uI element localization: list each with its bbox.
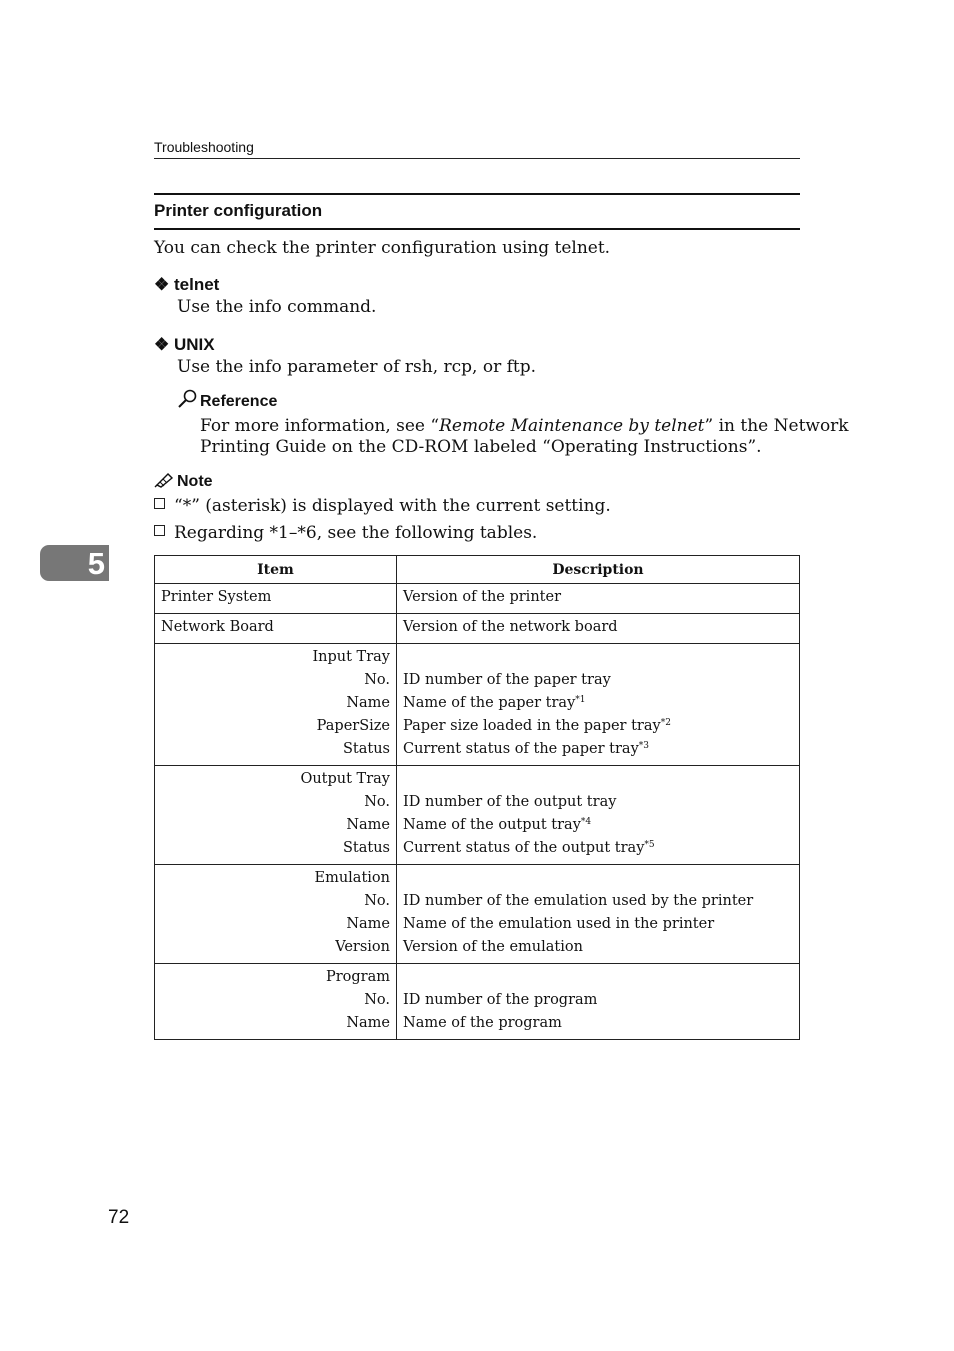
table-group-row xyxy=(155,865,800,964)
footnote-ref: *3 xyxy=(638,741,650,751)
unix-text: Use the info parameter of rsh, rcp, or ftp. xyxy=(177,357,537,377)
note-item xyxy=(154,523,537,544)
description-text: Name of the output tray xyxy=(403,817,581,833)
sub-item: No. xyxy=(364,672,390,688)
table-group-row xyxy=(155,766,800,865)
sub-description xyxy=(403,669,793,692)
note-title: Note xyxy=(177,473,213,490)
sub-description: ID number of the emulation used by the printer xyxy=(403,893,754,909)
note-item-text: Regarding *1–*6, see the following tables. xyxy=(174,523,538,543)
group-title: Output Tray xyxy=(300,771,390,787)
telnet-text: Use the info command. xyxy=(177,297,377,317)
item-cell: Network Board xyxy=(155,614,397,644)
group-title: Emulation xyxy=(314,870,390,886)
checkbox-icon xyxy=(154,498,165,509)
table-header-row xyxy=(155,556,800,584)
sub-item: Name xyxy=(346,817,390,833)
section-intro: You can check the printer configuration using telnet. xyxy=(154,238,611,258)
sub-description: Name of the program xyxy=(403,1015,562,1031)
sub-description: Version of the emulation xyxy=(403,939,583,955)
footnote-ref: *5 xyxy=(644,840,655,850)
table-group-row xyxy=(155,644,800,766)
running-header: Troubleshooting xyxy=(154,139,254,155)
note-item xyxy=(154,496,611,517)
sub-item: No. xyxy=(364,893,390,909)
chapter-number: 5 xyxy=(87,546,105,581)
unix-heading xyxy=(154,335,215,355)
group-item-cell xyxy=(155,644,397,766)
item-cell: Printer System xyxy=(155,584,397,614)
reference-link-title: Remote Maintenance by telnet xyxy=(439,416,705,436)
group-description-cell xyxy=(397,865,800,964)
group-item-cell xyxy=(155,766,397,865)
group-description-cell xyxy=(397,766,800,865)
sub-item: Name xyxy=(346,1015,390,1031)
diamond-bullet-icon: ❖ xyxy=(154,275,170,294)
telnet-heading-label: telnet xyxy=(173,275,220,294)
sub-description xyxy=(403,715,793,738)
sub-description xyxy=(403,837,793,860)
sub-description: ID number of the program xyxy=(403,992,598,1008)
description-text: ID number of the output tray xyxy=(403,794,617,810)
group-description-cell xyxy=(397,964,800,1040)
group-item-cell xyxy=(155,964,397,1040)
footnote-ref: *2 xyxy=(660,718,671,728)
section-rule-top xyxy=(154,193,800,195)
group-item-cell xyxy=(155,865,397,964)
table-row xyxy=(155,614,800,644)
column-header-description: Description xyxy=(397,556,800,584)
description-text: Name of the paper tray xyxy=(403,695,576,711)
checkbox-icon xyxy=(154,525,165,536)
column-header-item: Item xyxy=(155,556,397,584)
description-text: Current status of the output tray xyxy=(403,840,645,856)
header-rule xyxy=(154,158,800,159)
chapter-tab xyxy=(40,545,109,581)
description-text: Paper size loaded in the paper tray xyxy=(403,718,661,734)
footnote-ref: *1 xyxy=(575,695,586,705)
sub-description xyxy=(403,692,793,715)
reference-icon xyxy=(177,389,199,413)
group-title: Program xyxy=(325,969,390,985)
reference-pre: For more information, see “ xyxy=(200,416,440,436)
section-rule-bottom xyxy=(154,228,800,230)
note-item-text: “*” (asterisk) is displayed with the current setting. xyxy=(174,496,611,516)
footnote-ref: *4 xyxy=(580,817,592,827)
sub-description xyxy=(403,791,793,814)
sub-item: No. xyxy=(364,794,390,810)
description-text: Current status of the paper tray xyxy=(403,741,639,757)
sub-item: Status xyxy=(342,741,390,757)
table-row xyxy=(155,584,800,614)
description-cell: Version of the printer xyxy=(397,584,800,614)
sub-item: PaperSize xyxy=(316,718,390,734)
sub-item: Name xyxy=(346,916,390,932)
reference-post: ” in the Network xyxy=(704,416,849,436)
sub-item: Name xyxy=(346,695,390,711)
reference-line1 xyxy=(200,416,849,437)
printer-config-table xyxy=(154,555,800,1040)
section-title: Printer configuration xyxy=(154,201,323,220)
diamond-bullet-icon: ❖ xyxy=(154,335,170,354)
telnet-heading xyxy=(154,275,219,295)
sub-description xyxy=(403,814,793,837)
sub-item: Version xyxy=(335,939,390,955)
note-icon xyxy=(154,470,176,492)
unix-heading-label: UNIX xyxy=(173,335,215,354)
reference-line2: Printing Guide on the CD-ROM labeled “Operating Instructions”. xyxy=(200,437,762,457)
reference-title: Reference xyxy=(200,393,278,410)
sub-description xyxy=(403,738,793,761)
sub-item: No. xyxy=(364,992,390,1008)
table-group-row xyxy=(155,964,800,1040)
page-number: 72 xyxy=(108,1207,130,1228)
description-text: ID number of the paper tray xyxy=(403,672,611,688)
description-cell: Version of the network board xyxy=(397,614,800,644)
group-title: Input Tray xyxy=(312,649,390,665)
sub-description: Name of the emulation used in the printer xyxy=(403,916,715,932)
sub-item: Status xyxy=(342,840,390,856)
group-description-cell xyxy=(397,644,800,766)
